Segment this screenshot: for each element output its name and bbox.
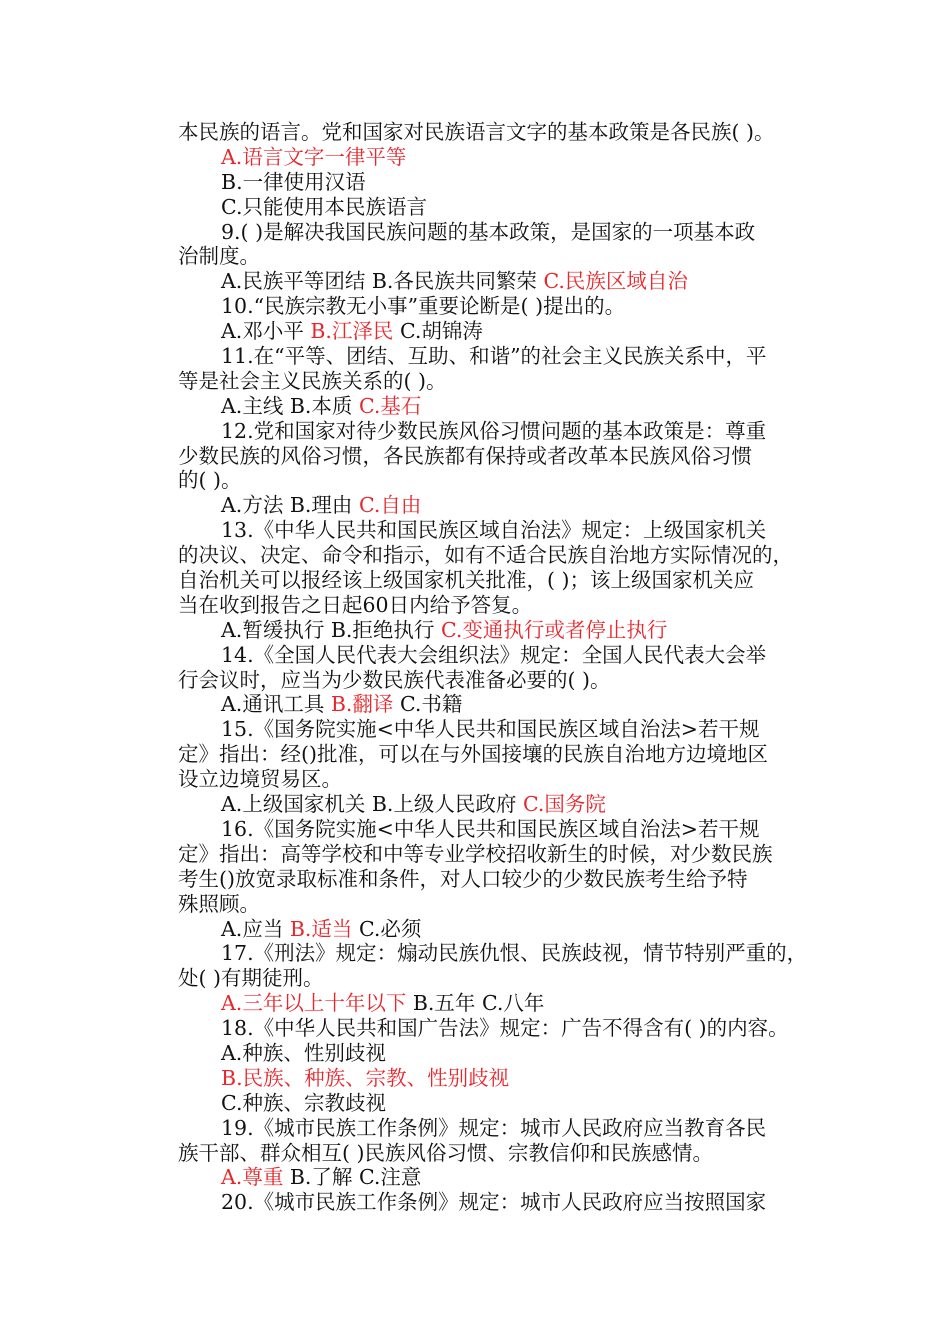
text-line bbox=[178, 867, 828, 892]
answer-highlight: C.民族区域自治 bbox=[543, 269, 688, 294]
text-segment: 12.党和国家对待少数民族风俗习惯问题的基本政策是：尊重 bbox=[221, 418, 767, 443]
text-line bbox=[178, 493, 828, 518]
text-line bbox=[178, 419, 828, 444]
text-line bbox=[178, 145, 828, 170]
text-line bbox=[178, 892, 828, 917]
text-line bbox=[178, 269, 828, 294]
answer-highlight: A.尊重 bbox=[221, 1165, 284, 1190]
text-segment: 19.《城市民族工作条例》规定：城市人民政府应当教育各民 bbox=[221, 1115, 767, 1140]
text-line bbox=[178, 668, 828, 693]
text-segment: C.书籍 bbox=[393, 692, 463, 717]
text-line bbox=[178, 1165, 828, 1190]
text-segment: 9.( )是解决我国民族问题的基本政策，是国家的一项基本政 bbox=[221, 219, 756, 244]
text-segment: C.胡锦涛 bbox=[393, 319, 483, 344]
answer-highlight: A.三年以上十年以下 bbox=[221, 991, 407, 1016]
answer-highlight: C.国务院 bbox=[522, 792, 606, 817]
text-segment: 当在收到报告之日起60日内给予答复。 bbox=[178, 592, 533, 617]
answer-highlight: A.语言文字一律平等 bbox=[221, 144, 407, 169]
text-segment: A.种族、性别歧视 bbox=[221, 1040, 386, 1065]
answer-highlight: B.民族、种族、宗教、性别歧视 bbox=[221, 1065, 510, 1090]
text-line bbox=[178, 1066, 828, 1091]
text-segment: 15.《国务院实施<中华人民共和国民族区域自治法>若干规 bbox=[221, 717, 760, 742]
document-body bbox=[178, 120, 828, 1215]
text-segment: 考生()放宽录取标准和条件，对人口较少的少数民族考生给予特 bbox=[178, 866, 748, 891]
text-line bbox=[178, 792, 828, 817]
text-line bbox=[178, 643, 828, 668]
text-line bbox=[178, 692, 828, 717]
text-line bbox=[178, 917, 828, 942]
answer-highlight: B.翻译 bbox=[330, 692, 394, 717]
text-line bbox=[178, 394, 828, 419]
text-segment: 本民族的语言。党和国家对民族语言文字的基本政策是各民族( )。 bbox=[178, 120, 775, 144]
text-segment: 14.《全国人民代表大会组织法》规定：全国人民代表大会举 bbox=[221, 642, 767, 667]
text-segment: B.五年 C.八年 bbox=[406, 991, 545, 1016]
text-line bbox=[178, 319, 828, 344]
text-segment: 10.“民族宗教无小事”重要论断是( )提出的。 bbox=[221, 294, 626, 319]
answer-highlight: C.变通执行或者停止执行 bbox=[440, 617, 668, 642]
text-segment: B.一律使用汉语 bbox=[221, 169, 366, 194]
text-line bbox=[178, 1141, 828, 1166]
text-line bbox=[178, 1091, 828, 1116]
text-segment: A.邓小平 bbox=[221, 319, 311, 344]
text-segment: B.了解 C.注意 bbox=[283, 1165, 422, 1190]
text-line bbox=[178, 1116, 828, 1141]
text-segment: C.只能使用本民族语言 bbox=[221, 194, 427, 219]
text-line bbox=[178, 120, 828, 145]
text-segment: 13.《中华人民共和国民族区域自治法》规定：上级国家机关 bbox=[221, 518, 767, 543]
text-line bbox=[178, 966, 828, 991]
text-segment: 自治机关可以报经该上级国家机关批准，( )；该上级国家机关应 bbox=[178, 568, 755, 593]
text-segment: 20.《城市民族工作条例》规定：城市人民政府应当按照国家 bbox=[221, 1190, 767, 1215]
text-line bbox=[178, 244, 828, 269]
text-line bbox=[178, 717, 828, 742]
text-segment: 18.《中华人民共和国广告法》规定：广告不得含有( )的内容。 bbox=[221, 1016, 789, 1041]
text-line bbox=[178, 1190, 828, 1215]
text-segment: 17.《刑法》规定：煽动民族仇恨、民族歧视，情节特别严重的， bbox=[221, 941, 808, 966]
text-segment: 定》指出：高等学校和中等专业学校招收新生的时候，对少数民族 bbox=[178, 841, 773, 866]
text-line bbox=[178, 294, 828, 319]
text-segment: C.必须 bbox=[352, 916, 422, 941]
text-segment: 16.《国务院实施<中华人民共和国民族区域自治法>若干规 bbox=[221, 816, 760, 841]
text-segment: 殊照顾。 bbox=[178, 891, 260, 916]
text-line bbox=[178, 518, 828, 543]
text-segment: 族干部、群众相互( )民族风俗习惯、宗教信仰和民族感情。 bbox=[178, 1140, 714, 1165]
text-line bbox=[178, 593, 828, 618]
text-segment: 定》指出：经()批准，可以在与外国接壤的民族自治地方边境地区 bbox=[178, 742, 768, 767]
text-line bbox=[178, 220, 828, 245]
text-line bbox=[178, 369, 828, 394]
text-line bbox=[178, 742, 828, 767]
text-segment: 11.在“平等、团结、互助、和谐”的社会主义民族关系中，平 bbox=[221, 344, 767, 369]
text-segment: 处( )有期徒刑。 bbox=[178, 966, 324, 991]
text-line bbox=[178, 444, 828, 469]
text-segment: 治制度。 bbox=[178, 244, 260, 269]
text-segment: C.种族、宗教歧视 bbox=[221, 1090, 386, 1115]
text-segment: A.通讯工具 bbox=[221, 692, 331, 717]
answer-highlight: C.自由 bbox=[358, 493, 422, 518]
text-segment: 设立边境贸易区。 bbox=[178, 767, 342, 792]
text-segment: A.上级国家机关 B.上级人民政府 bbox=[221, 792, 523, 817]
text-line bbox=[178, 344, 828, 369]
text-line bbox=[178, 842, 828, 867]
text-segment: A.方法 B.理由 bbox=[221, 493, 359, 518]
text-segment: A.暂缓执行 B.拒绝执行 bbox=[221, 617, 441, 642]
text-line bbox=[178, 941, 828, 966]
text-line bbox=[178, 543, 828, 568]
text-line bbox=[178, 1016, 828, 1041]
text-line bbox=[178, 468, 828, 493]
text-line bbox=[178, 170, 828, 195]
text-line bbox=[178, 817, 828, 842]
text-segment: A.主线 B.本质 bbox=[221, 393, 359, 418]
text-segment: A.应当 bbox=[221, 916, 290, 941]
text-segment: 行会议时，应当为少数民族代表准备必要的( )。 bbox=[178, 667, 611, 692]
text-line bbox=[178, 618, 828, 643]
answer-highlight: C.基石 bbox=[358, 393, 422, 418]
text-segment: 的( )。 bbox=[178, 468, 242, 493]
text-segment: 等是社会主义民族关系的( )。 bbox=[178, 368, 447, 393]
text-segment: 少数民族的风俗习惯，各民族都有保持或者改革本民族风俗习惯 bbox=[178, 443, 752, 468]
text-line bbox=[178, 767, 828, 792]
answer-highlight: B.适当 bbox=[289, 916, 353, 941]
text-segment: 的决议、决定、命令和指示，如有不适合民族自治地方实际情况的， bbox=[178, 543, 793, 568]
text-line bbox=[178, 1041, 828, 1066]
text-line bbox=[178, 991, 828, 1016]
text-line bbox=[178, 195, 828, 220]
answer-highlight: B.江泽民 bbox=[310, 319, 394, 344]
text-line bbox=[178, 568, 828, 593]
text-segment: A.民族平等团结 B.各民族共同繁荣 bbox=[221, 269, 544, 294]
